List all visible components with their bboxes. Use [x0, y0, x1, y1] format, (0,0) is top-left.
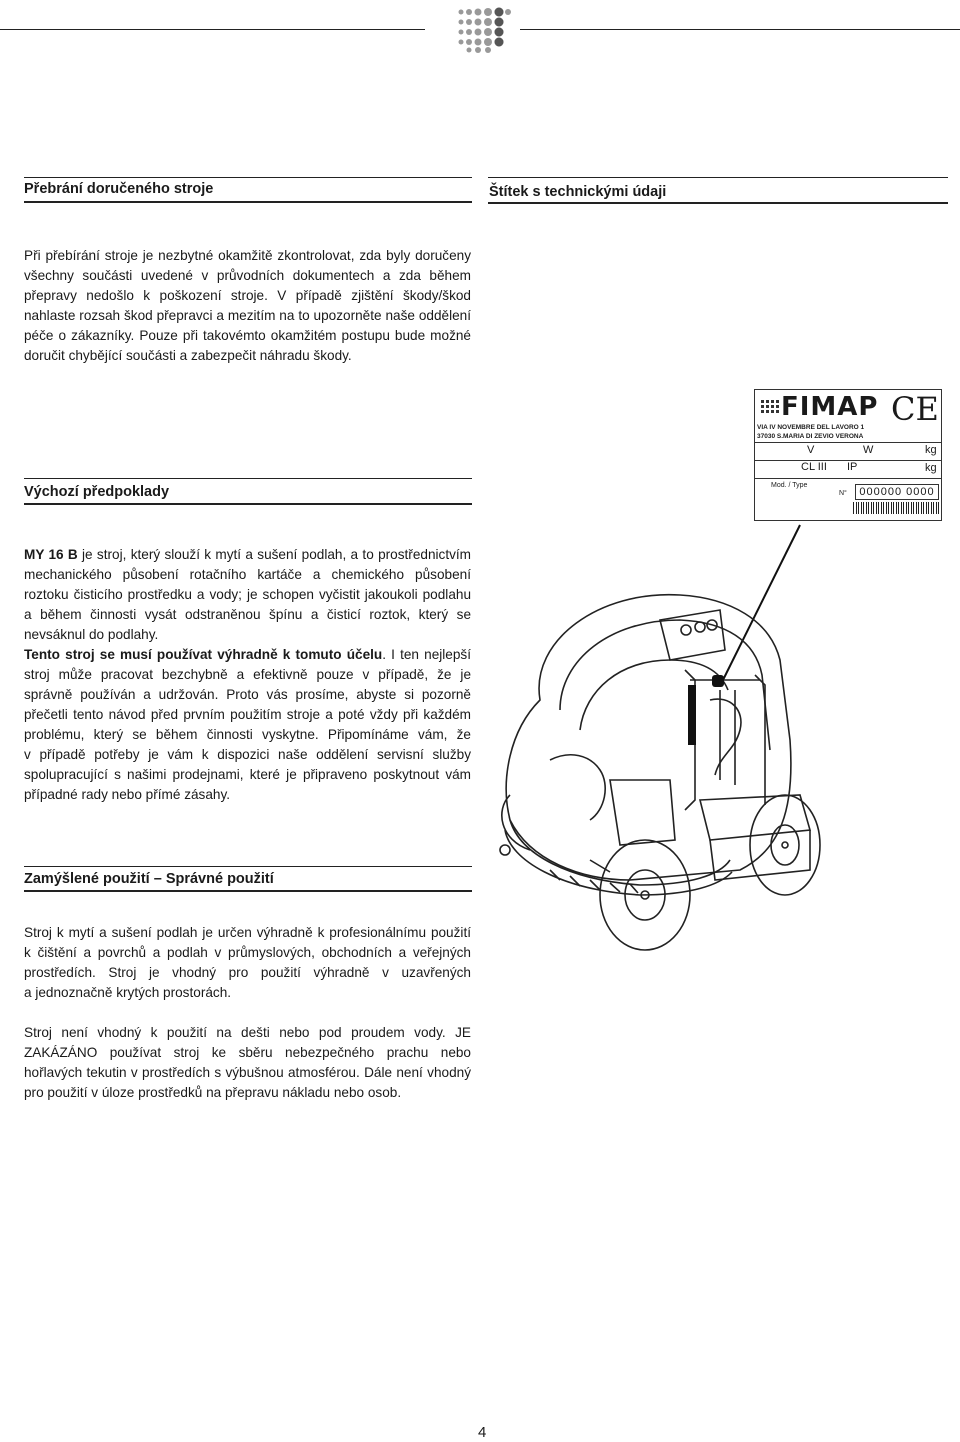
intended-use-line: hořlavých tekutin v prostředích s výbušnou atmosférou. Dále není vhodný	[24, 1065, 471, 1080]
rule-intended-use-bottom	[24, 890, 472, 892]
rule-premises-bottom	[24, 503, 472, 505]
model-name: MY 16 B	[24, 547, 78, 562]
receipt-line: Při přebírání stroje je nezbytné okamžitě zkontrolovat, zda byly doručeny	[24, 248, 471, 263]
ce-mark: CE	[891, 390, 939, 428]
intended-use-line: Stroj není vhodný k použití na dešti nebo pod proudem vody. JE	[24, 1025, 471, 1040]
premises-line: nevsáknul do podlahy.	[24, 627, 159, 642]
logo-dots-icon	[455, 4, 515, 54]
intended-use-line: Stroj k mytí a sušení podlah je určen výhradně k profesionálnímu použití	[24, 925, 471, 940]
section-title-receipt: Přebrání doručeného stroje	[24, 181, 214, 197]
plate-no: N°	[839, 490, 847, 497]
plate-barcode	[853, 502, 939, 514]
rule-premises	[24, 478, 472, 479]
top-rule-right	[520, 29, 960, 30]
nameplate-brand: FIMAP	[781, 392, 879, 422]
plate-kg2: kg	[925, 462, 937, 474]
receipt-line: všechny součásti uvedené v průvodních dokumentech a zda během	[24, 268, 471, 283]
section-title-intended-use: Zamýšlené použití – Správné použití	[24, 871, 274, 887]
rule-receipt-bottom	[24, 201, 472, 203]
premises-line: a během činnosti vysát odstraněnou špínu a čisticí roztok, který se	[24, 607, 471, 622]
rule-receipt	[24, 177, 472, 178]
intended-use-paragraph-2	[24, 1023, 471, 1103]
receipt-line: doručit chybějící součásti a zabezpečit náhradu škody.	[24, 348, 352, 363]
section-title-premises: Výchozí předpoklady	[24, 484, 170, 500]
premises-line: spolupracující s našimi prodejnami, které je připraveno poskytnout vám	[24, 767, 471, 782]
premises-line: stroj může pracovat bezchybně a efektivně pouze v případě, že je	[24, 667, 471, 682]
premises-line: roztoku čisticího prostředku a vody; je schopen vyčistit jakoukoli podlahu	[24, 587, 471, 602]
page-number: 4	[478, 1424, 487, 1441]
plate-divider	[755, 442, 941, 443]
plate-ip: IP	[847, 461, 858, 473]
premises-line: případné rady nebo přímé zásahy.	[24, 787, 231, 802]
intended-use-line: pro použití v úloze prostředků na přepravu nákladu nebo osob.	[24, 1085, 402, 1100]
intended-use-line: prostředích. Stroj je vhodný pro použití výhradně v uzavřených	[24, 965, 471, 980]
intended-use-line: k čištění a povrchů a podlah v průmyslových, obchodních a veřejných	[24, 945, 471, 960]
premises-line: v případě potřeby je vám k dispozici naše oddělení servisní služby	[24, 747, 471, 762]
rule-intended-use	[24, 866, 472, 867]
rule-plate-bottom	[488, 202, 948, 204]
plate-serial: 000000 0000	[855, 484, 939, 500]
receipt-line: nahlaste rozsah škod přepravci a mezitím na to upozorněte naše oddělení	[24, 308, 471, 323]
premises-line: problému, který se během činnosti vyskytne. Připomínáme vám, že	[24, 727, 471, 742]
intended-use-paragraph-1	[24, 923, 471, 1003]
machine-illustration	[490, 580, 830, 960]
receipt-paragraph	[24, 246, 471, 366]
receipt-line: přepravy nedošlo k poškození stroje. V případě zjištění škody/škod	[24, 288, 471, 303]
plate-kg1: kg	[925, 444, 937, 456]
premises-line: přečetli tento návod před prvním použitím stroje a poté vždy při každém	[24, 707, 471, 722]
intended-use-line: a jednoznačně krytých prostorách.	[24, 985, 232, 1000]
premises-text: . I ten nejlepší	[382, 647, 472, 662]
premises-emphasis: Tento stroj se musí používat výhradně k tomuto účelu	[24, 647, 383, 662]
intended-use-line: ZAKÁZÁNO používat stroj ke sběru nebezpečného prachu nebo	[24, 1045, 471, 1060]
receipt-line: péče o zákazníky. Pouze při takovémto okamžitém postupu bude možné	[24, 328, 471, 343]
premises-line	[24, 545, 471, 565]
plate-cl: CL III	[801, 461, 827, 473]
plate-divider-3	[755, 478, 941, 479]
premises-text: je stroj, který slouží k mytí a sušení podlah, a to prostřednictvím	[77, 547, 471, 562]
top-rule-left	[0, 29, 425, 30]
premises-line: správně používán a udržován. Proto vás prosíme, abyste si pozorně	[24, 687, 471, 702]
nameplate-address1: VIA IV NOVEMBRE DEL LAVORO 1	[757, 424, 865, 431]
premises-line	[24, 645, 471, 665]
nameplate-address2: 37030 S.MARIA DI ZEVIO VERONA	[757, 433, 864, 440]
nameplate	[754, 389, 942, 521]
premises-paragraph	[24, 545, 471, 805]
premises-line: mechanického působení rotačního kartáče a chemického působení	[24, 567, 471, 582]
plate-w: W	[863, 444, 874, 456]
plate-mod: Mod. / Type	[771, 482, 808, 489]
rule-plate	[488, 177, 948, 178]
section-title-plate: Štítek s technickými údaji	[489, 184, 667, 200]
plate-v: V	[807, 444, 815, 456]
brand-grid-icon	[761, 398, 781, 418]
